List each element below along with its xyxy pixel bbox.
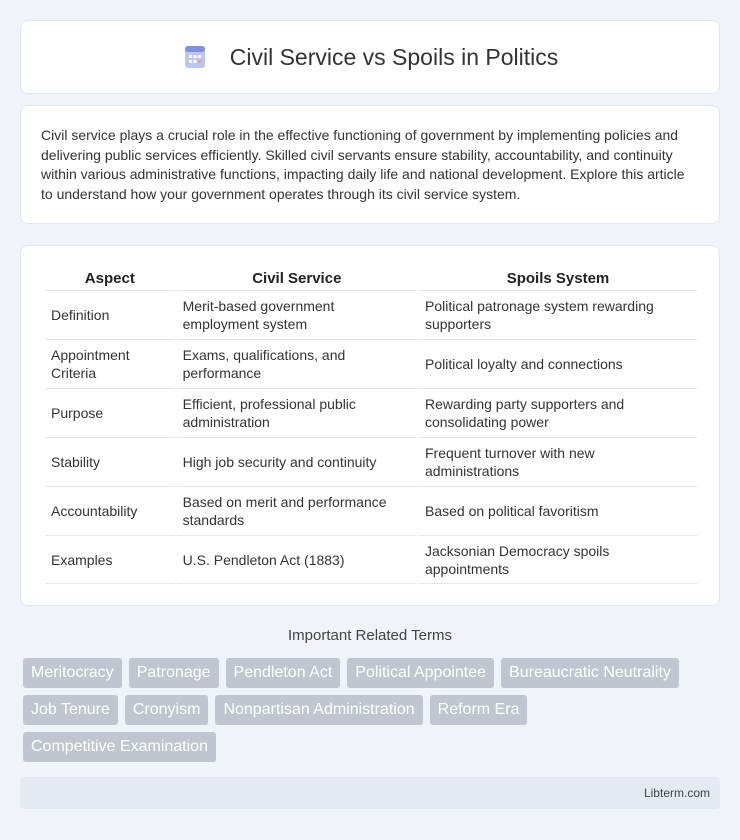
table-cell: Examples xyxy=(45,535,175,584)
table-cell: Political loyalty and connections xyxy=(419,339,697,388)
document-icon xyxy=(182,44,208,70)
table-cell: Jacksonian Democracy spoils appointments xyxy=(419,535,697,584)
table-row xyxy=(45,437,697,486)
tag-reform-era[interactable]: Reform Era xyxy=(430,695,528,725)
tag-political-appointee[interactable]: Political Appointee xyxy=(347,658,494,688)
column-header-civil-service: Civil Service xyxy=(252,270,342,287)
table-cell: Purpose xyxy=(45,388,175,437)
table-cell: Merit-based government employment system xyxy=(177,290,417,339)
table-cell: Exams, qualifications, and performance xyxy=(177,339,417,388)
table-cell: High job security and continuity xyxy=(177,437,417,486)
tag-nonpartisan-administration[interactable]: Nonpartisan Administration xyxy=(215,695,422,725)
page-title: Civil Service vs Spoils in Politics xyxy=(229,43,559,70)
table-cell: Frequent turnover with new administrations xyxy=(419,437,697,486)
footer-site-link[interactable]: Libterm.com xyxy=(643,786,710,800)
table-cell: Stability xyxy=(45,437,175,486)
column-header-aspect: Aspect xyxy=(84,270,135,287)
table-row xyxy=(45,388,697,437)
table-cell: Based on merit and performance standards xyxy=(177,486,417,535)
table-cell: Definition xyxy=(45,290,175,339)
header-card xyxy=(20,20,720,94)
tag-competitive-examination[interactable]: Competitive Examination xyxy=(23,732,216,762)
table-cell: U.S. Pendleton Act (1883) xyxy=(177,535,417,584)
table-cell: Rewarding party supporters and consolidating power xyxy=(419,388,697,437)
table-row xyxy=(45,535,697,584)
table-cell: Based on political favoritism xyxy=(419,486,697,535)
table-cell: Efficient, professional public administration xyxy=(177,388,417,437)
tag-job-tenure[interactable]: Job Tenure xyxy=(23,695,118,725)
table-cell: Political patronage system rewarding supporters xyxy=(419,290,697,339)
tag-meritocracy[interactable]: Meritocracy xyxy=(23,658,122,688)
intro-text: Civil service plays a crucial role in the effective functioning of government by implementing policies and delivering public services efficiently. Skilled civil servants ensure stability, accountability, and continuity within various administrative functions, impacting daily life and national development. Explore this article to understand how your government operates through its civil service system. xyxy=(41,127,685,202)
table-cell: Accountability xyxy=(45,486,175,535)
tag-cronyism[interactable]: Cronyism xyxy=(125,695,209,725)
table-row xyxy=(45,486,697,535)
footer xyxy=(20,777,720,809)
tag-pendleton-act[interactable]: Pendleton Act xyxy=(226,658,341,688)
tag-bureaucratic-neutrality[interactable]: Bureaucratic Neutrality xyxy=(501,658,679,688)
table-cell: Appointment Criteria xyxy=(45,339,175,388)
related-terms-list xyxy=(23,658,703,762)
tag-patronage[interactable]: Patronage xyxy=(129,658,219,688)
column-header-spoils-system: Spoils System xyxy=(506,270,610,287)
comparison-card xyxy=(20,245,720,606)
intro-card xyxy=(20,105,720,224)
table-row xyxy=(45,339,697,388)
related-terms-title: Important Related Terms xyxy=(288,627,452,644)
table-row xyxy=(45,290,697,339)
comparison-table xyxy=(43,266,699,584)
